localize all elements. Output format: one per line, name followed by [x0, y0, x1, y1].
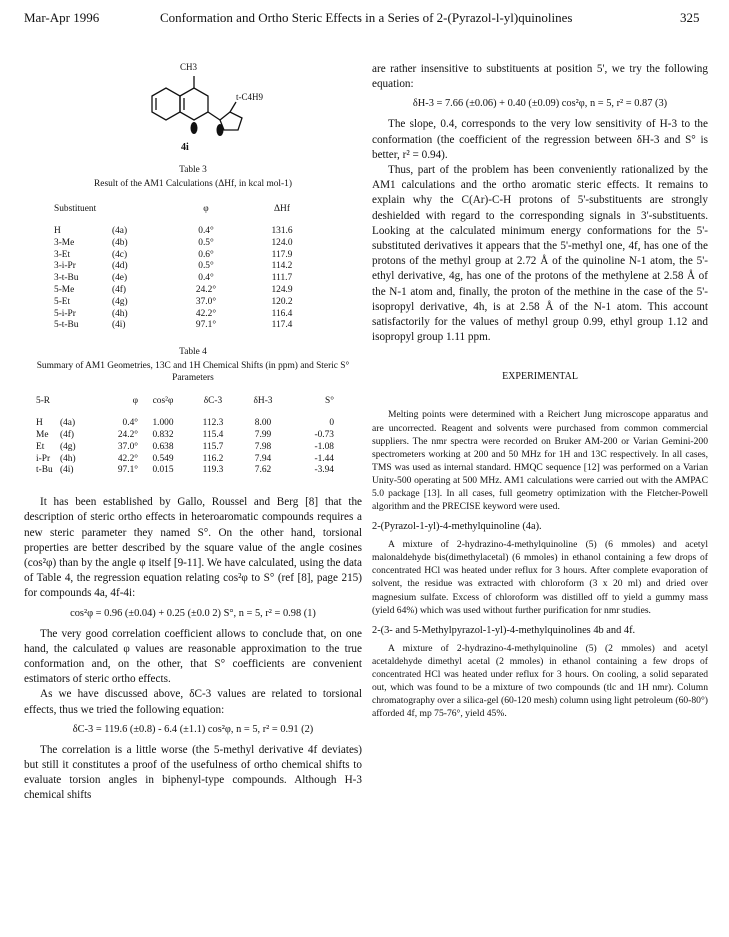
table-cell: 1.000	[152, 418, 174, 429]
left-paragraph-1: It has been established by Gallo, Roussel and Berg [8] that the description of steric ortho effects in heteroaromatic compounds requires a new steric parameter they named S°. On the other hand, torsional properties are better described by the square value of the angle cosines (cos²φ) than by the angle φ itself [9-11]. We have calculated, using the data of Table 4, the regression equation relating cos²φ to S° (ref [8], page 215) for compounds 4a, 4f-4i:	[24, 496, 362, 600]
left-paragraph-4: The correlation is a little worse (the 5-methyl derivative 4f deviates) but still it constitutes a proof of the usefulness of ortho chemical shifts to evaluate torsion angles in biphenyl-type compounds. Although H-3 chemical shifts	[24, 743, 362, 802]
column-header: φ	[203, 204, 209, 214]
table-cell: (4e)	[112, 273, 128, 284]
table-row	[54, 250, 326, 262]
column-header: 5-R	[36, 396, 51, 407]
table-cell: 0.5°	[198, 261, 214, 272]
compound-4a-heading: 2-(Pyrazol-1-yl)-4-methylquinoline (4a).	[372, 521, 542, 533]
table-cell: -1.08	[314, 441, 334, 452]
column-header: S°	[325, 396, 334, 407]
table-cell: 0.5°	[198, 237, 214, 248]
table-cell: 0.4°	[198, 273, 214, 284]
table-cell: 114.2	[271, 261, 293, 272]
chemical-structure	[24, 62, 362, 154]
left-paragraph-3: As we have discussed above, δC-3 values are related to torsional effects, thus we tried the following equation:	[24, 688, 362, 716]
column-header	[112, 204, 174, 226]
table-cell: 0.4°	[198, 226, 214, 236]
table-cell: 117.9	[271, 249, 293, 260]
table-row	[54, 285, 326, 297]
compound-4b-4f-heading: 2-(3- and 5-Methylpyrazol-1-yl)-4-methylquinolines 4b and 4f.	[372, 624, 636, 636]
column-header: ΔHf	[274, 204, 290, 214]
table-cell: (4i)	[60, 465, 74, 476]
table-row	[54, 273, 326, 285]
table-row	[54, 226, 326, 238]
table-cell: 0.4°	[122, 418, 138, 429]
table3-title: Table 3	[179, 165, 207, 175]
column-header: Substituent	[54, 204, 97, 214]
column-header	[60, 396, 98, 418]
table-cell: 0.015	[152, 465, 174, 476]
table-cell: i-Pr	[36, 453, 51, 464]
table-cell: (4g)	[112, 296, 128, 307]
experimental-heading: EXPERIMENTAL	[502, 371, 578, 383]
table-row	[54, 261, 326, 273]
table-row	[54, 309, 326, 321]
table-cell: 42.2°	[117, 453, 138, 464]
table-cell: 24.2°	[195, 284, 217, 295]
table-cell: 0.832	[152, 429, 174, 440]
table-cell: 97.1°	[195, 320, 217, 331]
table-cell: (4g)	[60, 441, 76, 452]
table-cell: 37.0°	[195, 296, 217, 307]
right-paragraph-3: Thus, part of the problem has been conveniently rationalized by the AM1 calculations and the ortho aromatic steric effects. It remains to explain why the C(Ar)-C-H protons of 5'-substituents are strongly deshielded with regard to the corresponding signals in 3'-substituents. Looking at the calculated minimum energy conformations for the 5'-substituted derivatives it appears that the 5'-methyl one, 4f, has one of the protons of the methyl group at 2.72 Å of the quinoline N-1 atom, the 5'-ethyl derivative, 4g, has one of the protons of the methylene at 2.58 Å of the N-1 atom and, finally, the proton of the methine in the case of the 5'-isopropyl derivative, 4h, is at 2.58 Å of the N-1 atom. This account satisfactorily for the values of methyl group 0.99, ethyl group 1.12 and isopropyl group 1.11 ppm.	[372, 164, 708, 344]
table-cell: H	[36, 418, 43, 429]
table-cell: 7.62	[254, 465, 272, 476]
equation-1: cos²φ = 0.96 (±0.04) + 0.25 (±0.0 2) S°, n = 5, r² = 0.98 (1)	[70, 607, 316, 619]
tbutyl-label: t-C4H9	[236, 92, 263, 102]
table-cell: (4f)	[112, 284, 127, 295]
table-cell: 112.3	[202, 418, 224, 429]
table-cell: 3-t-Bu	[54, 273, 79, 284]
table-cell: 5-i-Pr	[54, 308, 76, 319]
table-row	[36, 430, 334, 442]
table-cell: 7.99	[254, 429, 272, 440]
table-cell: 3-i-Pr	[54, 261, 76, 272]
table-cell: 7.94	[254, 453, 272, 464]
table-cell: (4h)	[60, 453, 76, 464]
table-row	[36, 454, 334, 466]
table4	[36, 396, 334, 477]
right-paragraph-1: are rather insensitive to substituents at position 5', we try the following equation:	[372, 63, 708, 91]
table-header-row	[54, 204, 326, 226]
table-cell: 0	[329, 418, 334, 429]
table-cell: 42.2°	[195, 308, 217, 319]
table-cell: 116.4	[271, 308, 293, 319]
table-cell: 115.4	[202, 429, 224, 440]
table-cell: 111.7	[271, 273, 293, 284]
table-cell: -1.44	[314, 453, 334, 464]
methyl-label: CH3	[180, 62, 198, 72]
table-cell: 0.6°	[198, 249, 214, 260]
table-cell: 0.549	[152, 453, 174, 464]
table-cell: -0.73	[314, 429, 334, 440]
table-cell: (4i)	[112, 320, 126, 331]
table-cell: (4a)	[112, 226, 128, 236]
table4-title: Table 4	[179, 347, 207, 358]
table-cell: 119.3	[202, 465, 224, 476]
column-header: δC-3	[203, 396, 223, 407]
table-row	[54, 238, 326, 250]
table-cell: 24.2°	[117, 429, 138, 440]
table-cell: 5-Et	[54, 296, 71, 307]
right-column	[372, 62, 708, 720]
table-row	[36, 418, 334, 430]
table-cell: 7.98	[254, 441, 272, 452]
table-cell: 37.0°	[117, 441, 138, 452]
table-row	[54, 297, 326, 309]
column-header: cos²φ	[152, 396, 174, 407]
table-cell: 116.2	[202, 453, 224, 464]
equation-3: δH-3 = 7.66 (±0.06) + 0.40 (±0.09) cos²φ, n = 5, r² = 0.87 (3)	[412, 98, 668, 110]
running-header-title: Conformation and Ortho Steric Effects in a Series of 2-(Pyrazol-l-yl)quinolines	[160, 10, 573, 25]
table-header-row	[36, 396, 334, 418]
table-cell: 124.9	[271, 284, 293, 295]
table3	[54, 204, 326, 332]
experimental-paragraph: Melting points were determined with a Reichert Jung microscope apparatus and are uncorrected. Reagent and solvents were purchased from common commercial suppliers. The nmr spectra were recorded on Bruker AM-200 or Varian Gemini-200 spectrometers working at 200 and 50 MHz for 1H and 13C respectively. In all cases, TMS was used as internal standard. HMQC sequence [12] was performed on a Varian Unity-500 operating at 500 MHz. AM1 calculations were carried out with the AMPAC 5.0 package [13]. In all cases, full geometry optimization with the Fletcher-Powell algorithm and the PRECISE keyword were used.	[372, 409, 708, 513]
table-cell: 0.638	[152, 441, 174, 452]
equation-2: δC-3 = 119.6 (±0.8) - 6.4 (±1.1) cos²φ, n = 5, r² = 0.91 (2)	[72, 723, 314, 735]
table-cell: 120.2	[271, 296, 293, 307]
table-cell: t-Bu	[36, 465, 53, 476]
table-cell: 115.7	[202, 441, 224, 452]
table-cell: H	[54, 226, 61, 236]
table-cell: (4a)	[60, 418, 76, 429]
table-row	[36, 442, 334, 454]
left-column	[24, 62, 362, 804]
compound-4b-4f-procedure: A mixture of 2-hydrazino-4-methylquinoline (5) (2 mmoles) and acetyl acetaldehyde dimethyl acetal (2 mmoles) in ethanol containing a few drops of concentrated HCl was heated under reflux for 3 hours. On cooling, a solid separated out, which was found to be a mixture of two compounds (tlc and 1H nmr). Column chromatography over a silica-gel (60-120 mesh) column using light petroleum (60-80°) afforded 4f, mp 75-76°, yield 45%.	[372, 642, 708, 720]
page-number: 325	[680, 10, 700, 25]
table-cell: 5-Me	[54, 284, 75, 295]
table-cell: 3-Me	[54, 237, 75, 248]
structure-4i-drawing	[24, 62, 362, 154]
table-cell: (4b)	[112, 237, 128, 248]
table3-caption: Result of the AM1 Calculations (ΔHf, in kcal mol-1)	[94, 179, 292, 189]
table-row	[54, 320, 326, 332]
table-cell: -3.94	[314, 465, 334, 476]
compound-label: 4i	[181, 142, 189, 153]
running-header-date: Mar-Apr 1996	[24, 10, 100, 25]
table-cell: 3-Et	[54, 249, 71, 260]
column-header: φ	[132, 396, 138, 407]
table-row	[36, 465, 334, 477]
table-cell: (4h)	[112, 308, 128, 319]
table-cell: (4d)	[112, 261, 128, 272]
table-cell: Me	[36, 429, 49, 440]
table-cell: 5-t-Bu	[54, 320, 79, 331]
table-cell: 8.00	[254, 418, 272, 429]
table-cell: 131.6	[271, 226, 293, 236]
compound-4a-procedure: A mixture of 2-hydrazino-4-methylquinoline (5) (6 mmoles) and acetyl malonaldehyde bis(dimethylacetal) (6 mmoles) in ethanol containing a few drops of concentrated HCl was heated under reflux for 3 hours. After complete evaporation of solvent, the residue was extracted with chloroform (3 x 20 ml) and dried over magnesium sulfate. Excess of chloroform was distilled off to yield a gummy mass (yield 64%) which was used without further purification for nmr studies.	[372, 539, 708, 616]
table-cell: 117.4	[271, 320, 293, 331]
column-header: δH-3	[253, 396, 273, 407]
table-cell: (4c)	[112, 249, 128, 260]
table-cell: 124.0	[271, 237, 293, 248]
table-cell: 97.1°	[117, 465, 138, 476]
table-cell: (4f)	[60, 429, 75, 440]
table-cell: Et	[36, 441, 45, 452]
left-paragraph-2: The very good correlation coefficient allows to conclude that, on one hand, the calculated φ values are reasonable approximation to the true conformation and, on the other, that S° coefficients are convenient estimators of steric ortho effects.	[24, 627, 362, 686]
table4-caption: Summary of AM1 Geometries, 13C and 1H Chemical Shifts (in ppm) and Steric S° Parameters	[36, 361, 350, 384]
right-paragraph-2: The slope, 0.4, corresponds to the very low sensitivity of H-3 to the conformation (the coefficient of the regression between δH-3 and S° is better, r² = 0.94).	[372, 118, 708, 161]
